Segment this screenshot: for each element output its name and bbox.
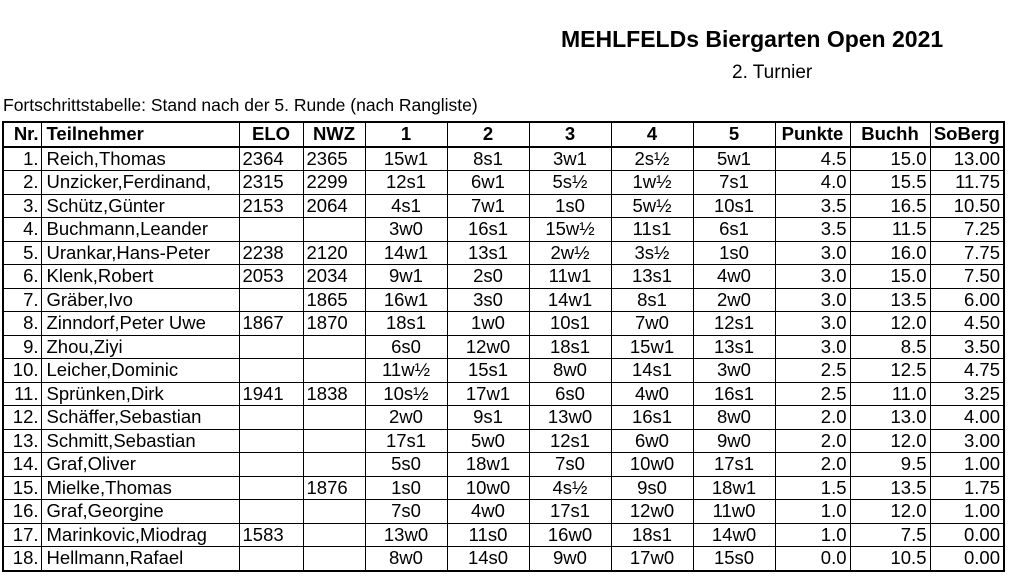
- header-buchholz: Buchh: [850, 122, 930, 147]
- round-2-cell: 13s1: [447, 241, 529, 265]
- round-1-cell: 2w0: [365, 406, 447, 430]
- round-2-cell: 8s1: [447, 147, 529, 171]
- round-1-cell: 17s1: [365, 429, 447, 453]
- round-2-cell: 9s1: [447, 406, 529, 430]
- round-4-cell: 3s½: [611, 241, 693, 265]
- round-2-cell: 11s0: [447, 523, 529, 547]
- soberg-cell: 11.75: [930, 171, 1004, 195]
- round-3-cell: 13w0: [529, 406, 611, 430]
- soberg-cell: 4.50: [930, 312, 1004, 336]
- buchholz-cell: 16.5: [850, 194, 930, 218]
- points-cell: 1.0: [775, 500, 850, 524]
- soberg-cell: 3.50: [930, 335, 1004, 359]
- round-5-cell: 2w0: [693, 288, 775, 312]
- round-5-cell: 14w0: [693, 523, 775, 547]
- player-name-cell: Graf,Oliver: [41, 453, 239, 477]
- points-cell: 3.0: [775, 312, 850, 336]
- points-cell: 3.5: [775, 218, 850, 242]
- round-3-cell: 17s1: [529, 500, 611, 524]
- table-header-row: [3, 122, 1004, 147]
- player-name-cell: Buchmann,Leander: [41, 218, 239, 242]
- soberg-cell: 7.75: [930, 241, 1004, 265]
- points-cell: 1.5: [775, 476, 850, 500]
- nwz-cell: 2064: [303, 194, 365, 218]
- soberg-cell: 10.50: [930, 194, 1004, 218]
- player-name-cell: Marinkovic,Miodrag: [41, 523, 239, 547]
- rank-cell: 18.: [3, 547, 41, 571]
- elo-cell: [239, 476, 303, 500]
- rank-cell: 10.: [3, 359, 41, 383]
- soberg-cell: 0.00: [930, 523, 1004, 547]
- round-5-cell: 6s1: [693, 218, 775, 242]
- buchholz-cell: 13.0: [850, 406, 930, 430]
- nwz-cell: [303, 523, 365, 547]
- points-cell: 3.0: [775, 265, 850, 289]
- buchholz-cell: 12.0: [850, 312, 930, 336]
- elo-cell: 1941: [239, 382, 303, 406]
- round-3-cell: 5s½: [529, 171, 611, 195]
- round-4-cell: 12w0: [611, 500, 693, 524]
- round-4-cell: 18s1: [611, 523, 693, 547]
- points-cell: 4.5: [775, 147, 850, 171]
- nwz-cell: [303, 406, 365, 430]
- nwz-cell: 2365: [303, 147, 365, 171]
- round-3-cell: 2w½: [529, 241, 611, 265]
- nwz-cell: [303, 500, 365, 524]
- rank-cell: 1.: [3, 147, 41, 171]
- round-2-cell: 16s1: [447, 218, 529, 242]
- table-row: [3, 288, 1004, 312]
- table-row: [3, 194, 1004, 218]
- round-3-cell: 11w1: [529, 265, 611, 289]
- elo-cell: 2053: [239, 265, 303, 289]
- round-4-cell: 14s1: [611, 359, 693, 383]
- nwz-cell: [303, 359, 365, 383]
- table-row: [3, 335, 1004, 359]
- round-1-cell: 10s½: [365, 382, 447, 406]
- table-row: [3, 406, 1004, 430]
- round-3-cell: 15w½: [529, 218, 611, 242]
- nwz-cell: [303, 429, 365, 453]
- player-name-cell: Klenk,Robert: [41, 265, 239, 289]
- round-2-cell: 18w1: [447, 453, 529, 477]
- buchholz-cell: 12.5: [850, 359, 930, 383]
- round-1-cell: 13w0: [365, 523, 447, 547]
- nwz-cell: [303, 335, 365, 359]
- rank-cell: 17.: [3, 523, 41, 547]
- header-round-3: 3: [529, 122, 611, 147]
- player-name-cell: Sprünken,Dirk: [41, 382, 239, 406]
- round-5-cell: 16s1: [693, 382, 775, 406]
- nwz-cell: 1865: [303, 288, 365, 312]
- round-4-cell: 11s1: [611, 218, 693, 242]
- page-title: MEHLFELDs Biergarten Open 2021: [561, 26, 944, 52]
- header-soberg: SoBerg: [930, 122, 1004, 147]
- round-4-cell: 13s1: [611, 265, 693, 289]
- soberg-cell: 0.00: [930, 547, 1004, 571]
- round-2-cell: 7w1: [447, 194, 529, 218]
- header-round-2: 2: [447, 122, 529, 147]
- round-2-cell: 3s0: [447, 288, 529, 312]
- elo-cell: [239, 359, 303, 383]
- points-cell: 3.0: [775, 335, 850, 359]
- round-5-cell: 17s1: [693, 453, 775, 477]
- round-1-cell: 14w1: [365, 241, 447, 265]
- round-5-cell: 8w0: [693, 406, 775, 430]
- points-cell: 3.0: [775, 241, 850, 265]
- round-5-cell: 9w0: [693, 429, 775, 453]
- round-3-cell: 9w0: [529, 547, 611, 571]
- round-3-cell: 14w1: [529, 288, 611, 312]
- buchholz-cell: 15.0: [850, 265, 930, 289]
- points-cell: 2.5: [775, 382, 850, 406]
- round-1-cell: 3w0: [365, 218, 447, 242]
- buchholz-cell: 15.0: [850, 147, 930, 171]
- rank-cell: 15.: [3, 476, 41, 500]
- round-4-cell: 9s0: [611, 476, 693, 500]
- player-name-cell: Schäffer,Sebastian: [41, 406, 239, 430]
- round-3-cell: 16w0: [529, 523, 611, 547]
- table-row: [3, 312, 1004, 336]
- elo-cell: [239, 429, 303, 453]
- buchholz-cell: 13.5: [850, 288, 930, 312]
- round-3-cell: 12s1: [529, 429, 611, 453]
- soberg-cell: 1.00: [930, 500, 1004, 524]
- buchholz-cell: 7.5: [850, 523, 930, 547]
- nwz-cell: [303, 453, 365, 477]
- rank-cell: 8.: [3, 312, 41, 336]
- round-5-cell: 11w0: [693, 500, 775, 524]
- soberg-cell: 1.75: [930, 476, 1004, 500]
- round-3-cell: 1s0: [529, 194, 611, 218]
- points-cell: 0.0: [775, 547, 850, 571]
- player-name-cell: Zhou,Ziyi: [41, 335, 239, 359]
- player-name-cell: Zinndorf,Peter Uwe: [41, 312, 239, 336]
- round-5-cell: 4w0: [693, 265, 775, 289]
- table-caption: Fortschrittstabelle: Stand nach der 5. Runde (nach Rangliste): [3, 95, 478, 115]
- player-name-cell: Schmitt,Sebastian: [41, 429, 239, 453]
- buchholz-cell: 13.5: [850, 476, 930, 500]
- round-1-cell: 18s1: [365, 312, 447, 336]
- round-3-cell: 6s0: [529, 382, 611, 406]
- soberg-cell: 1.00: [930, 453, 1004, 477]
- soberg-cell: 7.50: [930, 265, 1004, 289]
- rank-cell: 7.: [3, 288, 41, 312]
- standings-table: [2, 121, 1005, 572]
- soberg-cell: 4.00: [930, 406, 1004, 430]
- table-row: [3, 500, 1004, 524]
- soberg-cell: 7.25: [930, 218, 1004, 242]
- nwz-cell: 2120: [303, 241, 365, 265]
- round-2-cell: 4w0: [447, 500, 529, 524]
- round-5-cell: 12s1: [693, 312, 775, 336]
- rank-cell: 16.: [3, 500, 41, 524]
- round-3-cell: 8w0: [529, 359, 611, 383]
- player-name-cell: Hellmann,Rafael: [41, 547, 239, 571]
- elo-cell: 2364: [239, 147, 303, 171]
- round-4-cell: 7w0: [611, 312, 693, 336]
- table-row: [3, 547, 1004, 571]
- round-5-cell: 15s0: [693, 547, 775, 571]
- table-row: [3, 265, 1004, 289]
- rank-cell: 11.: [3, 382, 41, 406]
- round-4-cell: 4w0: [611, 382, 693, 406]
- rank-cell: 14.: [3, 453, 41, 477]
- round-4-cell: 8s1: [611, 288, 693, 312]
- header-round-4: 4: [611, 122, 693, 147]
- elo-cell: 2153: [239, 194, 303, 218]
- player-name-cell: Schütz,Günter: [41, 194, 239, 218]
- nwz-cell: 2299: [303, 171, 365, 195]
- round-4-cell: 5w½: [611, 194, 693, 218]
- header-name: Teilnehmer: [41, 122, 239, 147]
- elo-cell: [239, 406, 303, 430]
- round-3-cell: 7s0: [529, 453, 611, 477]
- round-1-cell: 15w1: [365, 147, 447, 171]
- round-1-cell: 12s1: [365, 171, 447, 195]
- points-cell: 2.5: [775, 359, 850, 383]
- elo-cell: [239, 335, 303, 359]
- round-4-cell: 2s½: [611, 147, 693, 171]
- soberg-cell: 6.00: [930, 288, 1004, 312]
- nwz-cell: 2034: [303, 265, 365, 289]
- table-row: [3, 147, 1004, 171]
- round-5-cell: 7s1: [693, 171, 775, 195]
- round-1-cell: 5s0: [365, 453, 447, 477]
- round-5-cell: 10s1: [693, 194, 775, 218]
- round-2-cell: 10w0: [447, 476, 529, 500]
- round-2-cell: 6w1: [447, 171, 529, 195]
- round-1-cell: 6s0: [365, 335, 447, 359]
- round-5-cell: 3w0: [693, 359, 775, 383]
- round-4-cell: 10w0: [611, 453, 693, 477]
- rank-cell: 9.: [3, 335, 41, 359]
- player-name-cell: Graf,Georgine: [41, 500, 239, 524]
- round-4-cell: 15w1: [611, 335, 693, 359]
- player-name-cell: Gräber,Ivo: [41, 288, 239, 312]
- header-round-5: 5: [693, 122, 775, 147]
- round-5-cell: 13s1: [693, 335, 775, 359]
- table-row: [3, 241, 1004, 265]
- nwz-cell: 1838: [303, 382, 365, 406]
- elo-cell: 2238: [239, 241, 303, 265]
- elo-cell: [239, 453, 303, 477]
- elo-cell: 1583: [239, 523, 303, 547]
- points-cell: 4.0: [775, 171, 850, 195]
- round-3-cell: 18s1: [529, 335, 611, 359]
- table-row: [3, 218, 1004, 242]
- round-1-cell: 1s0: [365, 476, 447, 500]
- buchholz-cell: 10.5: [850, 547, 930, 571]
- points-cell: 1.0: [775, 523, 850, 547]
- round-4-cell: 17w0: [611, 547, 693, 571]
- nwz-cell: [303, 547, 365, 571]
- round-2-cell: 14s0: [447, 547, 529, 571]
- rank-cell: 3.: [3, 194, 41, 218]
- round-4-cell: 1w½: [611, 171, 693, 195]
- elo-cell: [239, 547, 303, 571]
- table-row: [3, 382, 1004, 406]
- points-cell: 2.0: [775, 453, 850, 477]
- elo-cell: [239, 218, 303, 242]
- table-row: [3, 523, 1004, 547]
- buchholz-cell: 15.5: [850, 171, 930, 195]
- round-2-cell: 1w0: [447, 312, 529, 336]
- round-2-cell: 12w0: [447, 335, 529, 359]
- rank-cell: 2.: [3, 171, 41, 195]
- header-round-1: 1: [365, 122, 447, 147]
- rank-cell: 5.: [3, 241, 41, 265]
- table-row: [3, 429, 1004, 453]
- player-name-cell: Leicher,Dominic: [41, 359, 239, 383]
- round-2-cell: 2s0: [447, 265, 529, 289]
- table-row: [3, 359, 1004, 383]
- points-cell: 3.5: [775, 194, 850, 218]
- player-name-cell: Mielke,Thomas: [41, 476, 239, 500]
- round-2-cell: 15s1: [447, 359, 529, 383]
- buchholz-cell: 9.5: [850, 453, 930, 477]
- header-nwz: NWZ: [303, 122, 365, 147]
- buchholz-cell: 16.0: [850, 241, 930, 265]
- points-cell: 3.0: [775, 288, 850, 312]
- round-2-cell: 5w0: [447, 429, 529, 453]
- nwz-cell: [303, 218, 365, 242]
- soberg-cell: 13.00: [930, 147, 1004, 171]
- player-name-cell: Urankar,Hans-Peter: [41, 241, 239, 265]
- round-1-cell: 8w0: [365, 547, 447, 571]
- points-cell: 2.0: [775, 429, 850, 453]
- buchholz-cell: 11.5: [850, 218, 930, 242]
- header-elo: ELO: [239, 122, 303, 147]
- page-subtitle: 2. Turnier: [732, 62, 813, 83]
- rank-cell: 4.: [3, 218, 41, 242]
- table-row: [3, 453, 1004, 477]
- player-name-cell: Unzicker,Ferdinand,: [41, 171, 239, 195]
- round-5-cell: 1s0: [693, 241, 775, 265]
- round-1-cell: 9w1: [365, 265, 447, 289]
- round-3-cell: 10s1: [529, 312, 611, 336]
- round-5-cell: 18w1: [693, 476, 775, 500]
- round-1-cell: 4s1: [365, 194, 447, 218]
- round-1-cell: 16w1: [365, 288, 447, 312]
- table-row: [3, 171, 1004, 195]
- soberg-cell: 3.25: [930, 382, 1004, 406]
- rank-cell: 13.: [3, 429, 41, 453]
- round-1-cell: 7s0: [365, 500, 447, 524]
- points-cell: 2.0: [775, 406, 850, 430]
- rank-cell: 6.: [3, 265, 41, 289]
- player-name-cell: Reich,Thomas: [41, 147, 239, 171]
- buchholz-cell: 11.0: [850, 382, 930, 406]
- round-3-cell: 4s½: [529, 476, 611, 500]
- buchholz-cell: 8.5: [850, 335, 930, 359]
- round-4-cell: 6w0: [611, 429, 693, 453]
- round-2-cell: 17w1: [447, 382, 529, 406]
- elo-cell: [239, 500, 303, 524]
- round-3-cell: 3w1: [529, 147, 611, 171]
- elo-cell: 2315: [239, 171, 303, 195]
- header-points: Punkte: [775, 122, 850, 147]
- table-row: [3, 476, 1004, 500]
- rank-cell: 12.: [3, 406, 41, 430]
- round-4-cell: 16s1: [611, 406, 693, 430]
- nwz-cell: 1870: [303, 312, 365, 336]
- buchholz-cell: 12.0: [850, 500, 930, 524]
- round-1-cell: 11w½: [365, 359, 447, 383]
- elo-cell: [239, 288, 303, 312]
- soberg-cell: 4.75: [930, 359, 1004, 383]
- header-nr: Nr.: [3, 122, 41, 147]
- soberg-cell: 3.00: [930, 429, 1004, 453]
- nwz-cell: 1876: [303, 476, 365, 500]
- round-5-cell: 5w1: [693, 147, 775, 171]
- elo-cell: 1867: [239, 312, 303, 336]
- buchholz-cell: 12.0: [850, 429, 930, 453]
